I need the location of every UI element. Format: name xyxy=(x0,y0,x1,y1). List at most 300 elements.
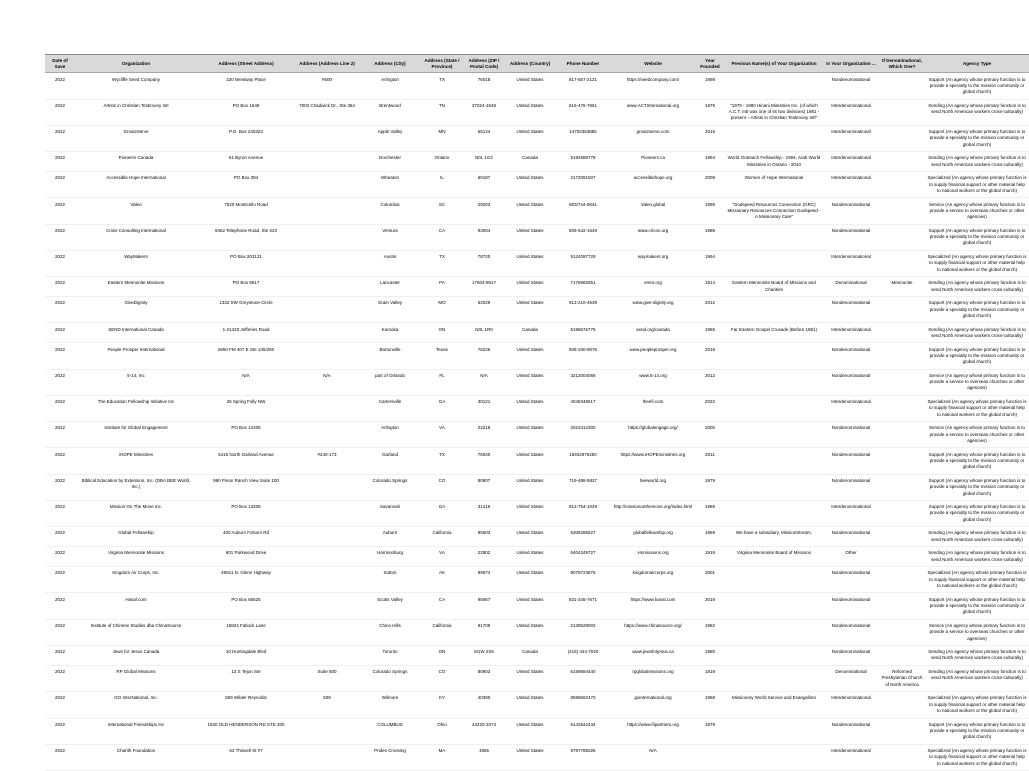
header-row xyxy=(45,55,1029,73)
cell-org_type: Nondenominational xyxy=(823,567,879,593)
cell-country: United States xyxy=(505,99,555,125)
cell-city: Lancaster xyxy=(359,277,421,297)
cell-org: Charith Foundation xyxy=(75,744,197,770)
cell-denomination xyxy=(879,527,925,547)
cell-org_type: Interdenominational xyxy=(823,152,879,172)
column-header-street: Address (Street Address) xyxy=(197,55,295,73)
cell-street: PO Box 66525 xyxy=(197,593,295,619)
cell-date: 2022 xyxy=(45,99,75,125)
cell-org: Wycliffe Seed Company xyxy=(75,73,197,99)
cell-website: grow2serve.com xyxy=(611,125,695,151)
cell-agency_type: Sending (An agency whose primary function is to send North American workers cross-culturally) xyxy=(925,527,1029,547)
cell-city: Scotts Valley xyxy=(359,593,421,619)
cell-state: SC xyxy=(421,198,463,224)
cell-date: 2022 xyxy=(45,73,75,99)
cell-agency_type: Sending (An agency whose primary function is to send North American workers cross-culturally) xyxy=(925,152,1029,172)
cell-denomination xyxy=(879,619,925,645)
cell-line2 xyxy=(295,395,359,421)
cell-date: 2022 xyxy=(45,567,75,593)
cell-previous: Women of Hope International xyxy=(725,172,823,198)
cell-org_type: Interdenominational xyxy=(823,395,879,421)
cell-denomination xyxy=(879,250,925,276)
cell-org: The Education Fellowship Initiative Inc xyxy=(75,395,197,421)
cell-phone: 2139529003 xyxy=(555,619,611,645)
table-row xyxy=(45,547,1029,567)
cell-denomination: Mennonite xyxy=(879,277,925,297)
cell-previous xyxy=(725,369,823,395)
cell-zip: 29203 xyxy=(463,198,505,224)
cell-denomination xyxy=(879,297,925,323)
cell-zip: 22219 xyxy=(463,422,505,448)
cell-year: 1994 xyxy=(695,152,725,172)
cell-org: Accessible Hope International xyxy=(75,172,197,198)
table-row xyxy=(45,73,1029,99)
cell-agency_type: Support (An agency whose primary function is to provide a specialty to the mission community or global church) xyxy=(925,718,1029,744)
cell-state: PA xyxy=(421,277,463,297)
cell-org_type: Nondenominational xyxy=(823,343,879,369)
cell-zip: 37024-1649 xyxy=(463,99,505,125)
table-row xyxy=(45,422,1029,448)
cell-org_type: Nondenominational xyxy=(823,297,879,323)
cell-street: 400 Auburn Folsom Rd xyxy=(197,527,295,547)
cell-year: 2001 xyxy=(695,567,725,593)
cell-website: www.jewsforjesus.ca xyxy=(611,646,695,666)
cell-phone: 9079723676 xyxy=(555,567,611,593)
cell-agency_type: Specialized (An agency whose primary function is to supply financial support or other material help to national workers or the global church) xyxy=(925,744,1029,770)
cell-zip: 80907 xyxy=(463,474,505,500)
cell-website: www.cricon.org xyxy=(611,224,695,250)
cell-org: Pioneers Canada xyxy=(75,152,197,172)
cell-street: 15824 Fatlock Lane xyxy=(197,619,295,645)
cell-country: United States xyxy=(505,665,555,691)
cell-country: United States xyxy=(505,172,555,198)
table-row xyxy=(45,395,1029,421)
cell-state: California xyxy=(421,619,463,645)
cell-zip: 76226 xyxy=(463,343,505,369)
cell-denomination xyxy=(879,73,925,99)
cell-org: Biblical Education by Extension, Inc. (DBA BEE World, Inc.) xyxy=(75,474,197,500)
table-row xyxy=(45,277,1029,297)
cell-date: 2022 xyxy=(45,250,75,276)
cell-denomination xyxy=(879,323,925,343)
cell-zip: 75040 xyxy=(463,448,505,474)
cell-zip: 95603 xyxy=(463,527,505,547)
cell-org: Eastern Mennonite Missions xyxy=(75,277,197,297)
cell-denomination xyxy=(879,474,925,500)
cell-denomination xyxy=(879,547,925,567)
cell-org: 5-14, Inc xyxy=(75,369,197,395)
cell-website: vmmissions.org xyxy=(611,547,695,567)
table-row xyxy=(45,665,1029,691)
cell-org_type: Nondenominational xyxy=(823,593,879,619)
cell-line2 xyxy=(295,501,359,527)
table-row xyxy=(45,343,1029,369)
cell-year: 1982 xyxy=(695,619,725,645)
table-row xyxy=(45,369,1029,395)
cell-agency_type: Support (An agency whose primary function is to provide a specialty to the mission community or global church) xyxy=(925,343,1029,369)
cell-year: 1979 xyxy=(695,474,725,500)
table-row xyxy=(45,567,1029,593)
cell-denomination xyxy=(879,593,925,619)
cell-denomination: Reformed Presbyterian Church of North America xyxy=(879,665,925,691)
cell-website: beeworld.org xyxy=(611,474,695,500)
cell-city: Ventura xyxy=(359,224,421,250)
cell-org: Mission On The Move Inc. xyxy=(75,501,197,527)
cell-zip: 43220-1074 xyxy=(463,718,505,744)
cell-state: CA xyxy=(421,224,463,250)
cell-agency_type: Sending (An agency whose primary function is to send North American workers cross-culturally) xyxy=(925,547,1029,567)
cell-year: 1980 xyxy=(695,646,725,666)
cell-city: Columbia xyxy=(359,198,421,224)
cell-denomination xyxy=(879,198,925,224)
cell-year: 2012 xyxy=(695,369,725,395)
cell-phone: 5124097729 xyxy=(555,250,611,276)
cell-year: 1979 xyxy=(695,718,725,744)
cell-previous xyxy=(725,718,823,744)
cell-date: 2022 xyxy=(45,646,75,666)
cell-phone: 803/744-0641 xyxy=(555,198,611,224)
cell-year: 1979 xyxy=(695,99,725,125)
cell-country: United States xyxy=(505,474,555,500)
cell-state: ON xyxy=(421,646,463,666)
cell-previous: "1979 - 1980 Hinani Ministries Inc. (of which A.C.T. Intl was one of its two divisions) 1981 - present – Artists in Christian Testimony Intl" xyxy=(725,99,823,125)
cell-date: 2022 xyxy=(45,527,75,547)
cell-previous xyxy=(725,125,823,151)
cell-line2 xyxy=(295,474,359,500)
cell-website: www.ACTInternational.org xyxy=(611,99,695,125)
cell-street: 49911 N. Glenn Highway xyxy=(197,567,295,593)
cell-org: SEND International Canada xyxy=(75,323,197,343)
cell-country: United States xyxy=(505,277,555,297)
cell-previous xyxy=(725,250,823,276)
cell-zip: 60187 xyxy=(463,172,505,198)
cell-city: Dorchester xyxy=(359,152,421,172)
cell-line2 xyxy=(295,744,359,770)
organizations-table xyxy=(45,54,1029,771)
cell-street: 1520 OLD HENDERSON RD STE 200 xyxy=(197,718,295,744)
cell-state: IL xyxy=(421,172,463,198)
cell-phone: 615-476-7861 xyxy=(555,99,611,125)
cell-city: Grain Valley xyxy=(359,297,421,323)
cell-country: United States xyxy=(505,593,555,619)
cell-state: TX xyxy=(421,73,463,99)
cell-org_type: Interdenominational xyxy=(823,172,879,198)
cell-city: Wilmore xyxy=(359,692,421,718)
cell-agency_type: Support (An agency whose primary function is to provide a specialty to the mission community or global church) xyxy=(925,224,1029,250)
cell-zip: 93004 xyxy=(463,224,505,250)
cell-website: emm.org xyxy=(611,277,695,297)
table-row xyxy=(45,474,1029,500)
cell-year: 2012 xyxy=(695,297,725,323)
cell-agency_type: Service (An agency whose primary function is to provide a service to overseas churches or other agencies) xyxy=(925,422,1029,448)
cell-phone: 4048348617 xyxy=(555,395,611,421)
cell-date: 2022 xyxy=(45,501,75,527)
table-row xyxy=(45,198,1029,224)
cell-org: WayMakers xyxy=(75,250,197,276)
cell-website: kingdomaircorps.org xyxy=(611,567,695,593)
cell-phone: 7176982551 xyxy=(555,277,611,297)
cell-website: Pioneers.ca xyxy=(611,152,695,172)
cell-line2 xyxy=(295,547,359,567)
cell-country: United States xyxy=(505,718,555,744)
cell-phone: 805-642-1549 xyxy=(555,224,611,250)
cell-denomination xyxy=(879,125,925,151)
cell-zip: 17604-8617 xyxy=(463,277,505,297)
cell-year: 1969 xyxy=(695,527,725,547)
cell-zip: 22802 xyxy=(463,547,505,567)
cell-org_type: Nondenominational xyxy=(823,198,879,224)
cell-zip: 1965 xyxy=(463,744,505,770)
cell-website: gointernational.org xyxy=(611,692,695,718)
cell-street: PO Box 12205 xyxy=(197,422,295,448)
cell-website: http://missiononthemove.org/index.html xyxy=(611,501,695,527)
cell-city: Toronto xyxy=(359,646,421,666)
cell-zip: 99674 xyxy=(463,567,505,593)
cell-street: 509 Wilder Reynolds xyxy=(197,692,295,718)
cell-year: 2019 xyxy=(695,593,725,619)
cell-denomination xyxy=(879,395,925,421)
cell-year: 2015 xyxy=(695,125,725,151)
cell-website: www.give-dignity.org xyxy=(611,297,695,323)
cell-agency_type: Support (An agency whose primary function is to provide a specialty to the mission community or global church) xyxy=(925,448,1029,474)
cell-country: United States xyxy=(505,692,555,718)
cell-org_type: Nondenominational xyxy=(823,619,879,645)
cell-previous xyxy=(725,744,823,770)
cell-city: Arlington xyxy=(359,422,421,448)
cell-year: 2022 xyxy=(695,395,725,421)
cell-line2: #240-173 xyxy=(295,448,359,474)
cell-zip: 55124 xyxy=(463,125,505,151)
cell-city: Colorado Springs xyxy=(359,665,421,691)
cell-street: 1-21423 Jefferies Road xyxy=(197,323,295,343)
cell-line2 xyxy=(295,297,359,323)
table-header xyxy=(45,55,1029,73)
cell-agency_type: Sending (An agency whose primary function is to send North American workers cross-culturally) xyxy=(925,646,1029,666)
cell-state: KY xyxy=(421,692,463,718)
cell-website: rpglobalmissions.org xyxy=(611,665,695,691)
cell-previous: We have a subsidiary, MissionStream. xyxy=(725,527,823,547)
cell-agency_type: Support (An agency whose primary function is to provide a specialty to the mission community or global church) xyxy=(925,125,1029,151)
cell-country: United States xyxy=(505,527,555,547)
cell-state: Ontario xyxy=(421,152,463,172)
cell-previous: Eastern Mennonite Board of Missions and Charities xyxy=(725,277,823,297)
cell-city: Sutton xyxy=(359,567,421,593)
cell-website: https://www.ifipartners.org xyxy=(611,718,695,744)
cell-street: PO Box 203131 xyxy=(197,250,295,276)
cell-city: Austin xyxy=(359,250,421,276)
cell-phone: 2172091507 xyxy=(555,172,611,198)
cell-website: accessiblehope.org xyxy=(611,172,695,198)
cell-previous: Missionary World Service and Evangelism xyxy=(725,692,823,718)
cell-date: 2022 xyxy=(45,593,75,619)
cell-agency_type: Specialized (An agency whose primary function is to supply financial support or other material help to national workers or the global church) xyxy=(925,567,1029,593)
cell-org_type: Denominational xyxy=(823,665,879,691)
cell-org: Valeo xyxy=(75,198,197,224)
cell-city: Bartonville xyxy=(359,343,421,369)
cell-phone: 6142942434 xyxy=(555,718,611,744)
cell-date: 2022 xyxy=(45,369,75,395)
cell-denomination xyxy=(879,172,925,198)
cell-denomination xyxy=(879,99,925,125)
cell-state: CO xyxy=(421,665,463,691)
cell-org_type: Interdenominational xyxy=(823,323,879,343)
cell-org_type: Nondenominational xyxy=(823,527,879,547)
table-row xyxy=(45,527,1029,547)
column-header-org: Organization xyxy=(75,55,197,73)
cell-street: PO Box 8617 xyxy=(197,277,295,297)
cell-city: Komoka xyxy=(359,323,421,343)
cell-website: https://seedcompany.com/ xyxy=(611,73,695,99)
cell-street: 7520 Monticello Road xyxy=(197,198,295,224)
cell-line2 xyxy=(295,250,359,276)
cell-org_type: Nondenominational xyxy=(823,73,879,99)
cell-zip: 80903 xyxy=(463,665,505,691)
cell-org_type: Interdenominational xyxy=(823,692,879,718)
cell-year: 2009 xyxy=(695,172,725,198)
cell-state: CO xyxy=(421,474,463,500)
cell-phone: 505-330-9076 xyxy=(555,343,611,369)
cell-agency_type: Support (An agency whose primary function is to provide a specialty to the mission community or global church) xyxy=(925,474,1029,500)
cell-phone: 19402975450 xyxy=(555,448,611,474)
cell-year: 1986 xyxy=(695,501,725,527)
cell-country: United States xyxy=(505,73,555,99)
cell-state: Texas xyxy=(421,343,463,369)
cell-line2 xyxy=(295,567,359,593)
cell-country: United States xyxy=(505,369,555,395)
column-header-zip: Address (ZIP / Postal Code) xyxy=(463,55,505,73)
cell-date: 2022 xyxy=(45,277,75,297)
cell-zip: N0L 1R0 xyxy=(463,323,505,343)
cell-city: Garland xyxy=(359,448,421,474)
cell-line2 xyxy=(295,422,359,448)
table-row xyxy=(45,152,1029,172)
cell-agency_type: Support (An agency whose primary function is to provide a specialty to the mission community or global church) xyxy=(925,73,1029,99)
cell-line2 xyxy=(295,224,359,250)
table-row xyxy=(45,448,1029,474)
cell-org: Crisis Consulting International xyxy=(75,224,197,250)
cell-phone: 5306285527 xyxy=(555,527,611,547)
cell-country: United States xyxy=(505,619,555,645)
cell-date: 2022 xyxy=(45,224,75,250)
cell-state: GA xyxy=(421,501,463,527)
cell-date: 2022 xyxy=(45,718,75,744)
cell-org_type: Nondenominational xyxy=(823,646,879,666)
cell-line2 xyxy=(295,718,359,744)
cell-city: Chino Hills xyxy=(359,619,421,645)
cell-date: 2022 xyxy=(45,744,75,770)
cell-website: waymakers.org xyxy=(611,250,695,276)
column-header-previous: Previous Name(s) of Your Organization xyxy=(725,55,823,73)
cell-year: 1994 xyxy=(695,250,725,276)
cell-phone: 3212004066 xyxy=(555,369,611,395)
cell-previous xyxy=(725,593,823,619)
cell-city: Harrisonburg xyxy=(359,547,421,567)
cell-city: Apple Valley xyxy=(359,125,421,151)
column-header-line2: Address (Address Line 2) xyxy=(295,55,359,73)
column-header-state: Address (State / Province) xyxy=(421,55,463,73)
cell-org_type: Nondenominational xyxy=(823,474,879,500)
cell-year: 2000 xyxy=(695,422,725,448)
cell-country: United States xyxy=(505,567,555,593)
cell-previous xyxy=(725,73,823,99)
cell-city: COLUMBUS xyxy=(359,718,421,744)
cell-phone: 6159884440 xyxy=(555,665,611,691)
cell-line2 xyxy=(295,646,359,666)
cell-agency_type: Sending (An agency whose primary function is to send North American workers cross-culturally) xyxy=(925,323,1029,343)
column-header-website: Website xyxy=(611,55,695,73)
table-row xyxy=(45,692,1029,718)
cell-street: 26 Spring Folly NW xyxy=(197,395,295,421)
cell-agency_type: Sending (An agency whose primary function is to send North American workers cross-culturally) xyxy=(925,665,1029,691)
cell-street: 601 Parkwood Drive xyxy=(197,547,295,567)
cell-line2 xyxy=(295,277,359,297)
cell-previous xyxy=(725,501,823,527)
cell-line2: 7003 Chadwick Dr., Ste 354 xyxy=(295,99,359,125)
cell-website: www.5-14.org xyxy=(611,369,695,395)
table-row xyxy=(45,744,1029,770)
column-header-country: Address (Country) xyxy=(505,55,555,73)
cell-agency_type: Service (An agency whose primary function is to provide a service to overseas churches or other agencies) xyxy=(925,619,1029,645)
cell-org: Jews for Jesus Canada xyxy=(75,646,197,666)
cell-agency_type: Specialized (An agency whose primary function is to supply financial support or other material help to national workers or the global church) xyxy=(925,250,1029,276)
cell-year: 2011 xyxy=(695,448,725,474)
cell-previous xyxy=(725,224,823,250)
cell-previous xyxy=(725,422,823,448)
cell-website: https://globalengage.org/ xyxy=(611,422,695,448)
cell-country: United States xyxy=(505,448,555,474)
cell-denomination xyxy=(879,692,925,718)
cell-org_type: Other xyxy=(823,547,879,567)
cell-state: VA xyxy=(421,547,463,567)
cell-street: 220 Westway Place xyxy=(197,73,295,99)
cell-city: Cartersville xyxy=(359,395,421,421)
cell-phone: 5192688778 xyxy=(555,152,611,172)
cell-date: 2022 xyxy=(45,448,75,474)
column-header-denomination: If Denominational, Which One? xyxy=(879,55,925,73)
cell-website: theefi.com xyxy=(611,395,695,421)
table-body xyxy=(45,73,1029,771)
cell-denomination xyxy=(879,567,925,593)
cell-date: 2022 xyxy=(45,395,75,421)
table-row xyxy=(45,125,1029,151)
cell-previous xyxy=(725,448,823,474)
cell-phone: 913-210-4639 xyxy=(555,297,611,323)
cell-date: 2022 xyxy=(45,619,75,645)
cell-org_type: Nondenominational xyxy=(823,448,879,474)
cell-line2: Suite 500 xyxy=(295,665,359,691)
cell-country: United States xyxy=(505,224,555,250)
cell-org: Grow2Serve xyxy=(75,125,197,151)
cell-org: GiveDignity xyxy=(75,297,197,323)
cell-zip: N0L 1G2 xyxy=(463,152,505,172)
cell-phone: (416) 444-7020 xyxy=(555,646,611,666)
cell-agency_type: Support (An agency whose primary function is to provide a specialty to the mission community or global church) xyxy=(925,501,1029,527)
cell-state: TX xyxy=(421,448,463,474)
cell-line2: 509 xyxy=(295,692,359,718)
cell-line2 xyxy=(295,323,359,343)
cell-website: N/A xyxy=(611,744,695,770)
cell-line2 xyxy=(295,619,359,645)
cell-org: Global Fellowship xyxy=(75,527,197,547)
cell-line2 xyxy=(295,343,359,369)
cell-city: Prides Crossing xyxy=(359,744,421,770)
cell-website: Valeo.global xyxy=(611,198,695,224)
cell-street: 990 Pinon Ranch View Suite 100 xyxy=(197,474,295,500)
cell-street: PO Box 1649 xyxy=(197,99,295,125)
cell-state: CA xyxy=(421,593,463,619)
cell-street: 13 S Tejon Ste xyxy=(197,665,295,691)
cell-state: VA xyxy=(421,422,463,448)
